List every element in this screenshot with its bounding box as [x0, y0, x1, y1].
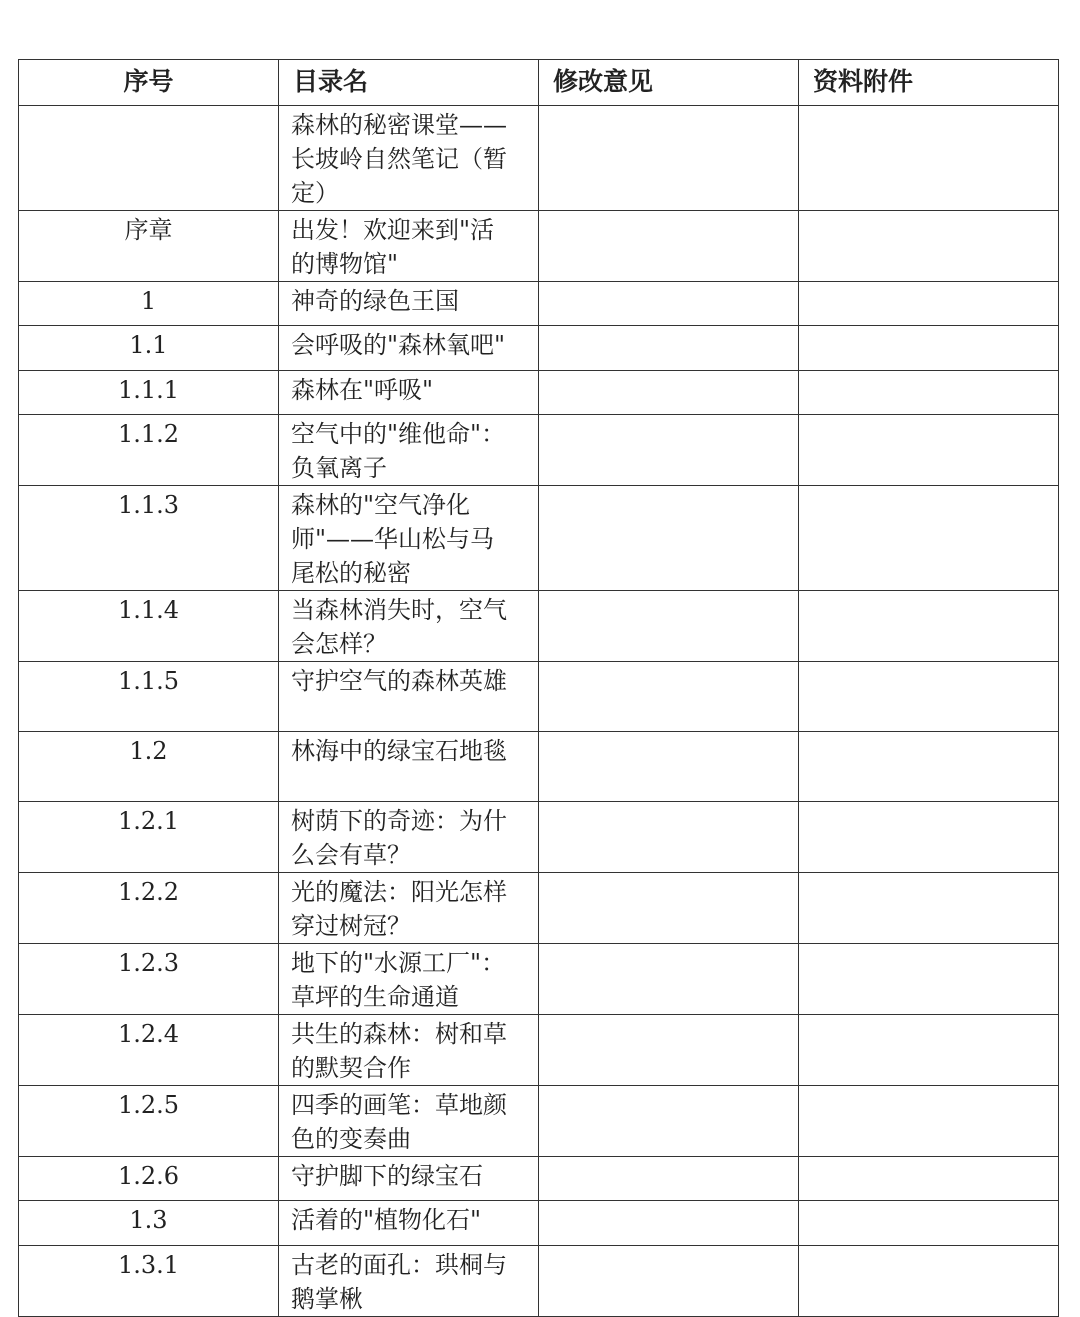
- row-name: 当森林消失时，空气会怎样？: [279, 591, 539, 662]
- row-name: 守护脚下的绿宝石: [279, 1157, 539, 1201]
- row-attachment[interactable]: [799, 944, 1059, 1015]
- row-number: 1.1.1: [19, 371, 279, 415]
- row-number: 1.1.5: [19, 662, 279, 732]
- row-name: 神奇的绿色王国: [279, 282, 539, 326]
- row-name: 森林的秘密课堂——长坡岭自然笔记（暂定）: [279, 106, 539, 211]
- table-row: [19, 326, 1059, 371]
- row-comment[interactable]: [539, 732, 799, 802]
- table-row: [19, 662, 1059, 732]
- row-comment[interactable]: [539, 282, 799, 326]
- row-comment[interactable]: [539, 106, 799, 211]
- row-number: 1.2.6: [19, 1157, 279, 1201]
- table-row: [19, 802, 1059, 873]
- row-comment[interactable]: [539, 1246, 799, 1317]
- row-number: 1.1.2: [19, 415, 279, 486]
- row-number: 1: [19, 282, 279, 326]
- header-row: [19, 60, 1059, 106]
- table-row: [19, 282, 1059, 326]
- row-number: 1.2.2: [19, 873, 279, 944]
- catalog-table: [18, 59, 1059, 1317]
- row-attachment[interactable]: [799, 282, 1059, 326]
- table-row: [19, 211, 1059, 282]
- row-name: 活着的"植物化石": [279, 1201, 539, 1246]
- row-number: 1.2.3: [19, 944, 279, 1015]
- table-row: [19, 1015, 1059, 1086]
- row-number: [19, 106, 279, 211]
- table-row: [19, 873, 1059, 944]
- row-number: 1.2: [19, 732, 279, 802]
- row-number: 1.3.1: [19, 1246, 279, 1317]
- row-attachment[interactable]: [799, 873, 1059, 944]
- row-attachment[interactable]: [799, 1201, 1059, 1246]
- row-attachment[interactable]: [799, 662, 1059, 732]
- row-attachment[interactable]: [799, 486, 1059, 591]
- header-number: 序号: [19, 60, 279, 106]
- row-attachment[interactable]: [799, 1246, 1059, 1317]
- table-row: [19, 1201, 1059, 1246]
- row-comment[interactable]: [539, 662, 799, 732]
- table-row: [19, 1157, 1059, 1201]
- row-comment[interactable]: [539, 371, 799, 415]
- row-number: 1.1.3: [19, 486, 279, 591]
- row-comment[interactable]: [539, 486, 799, 591]
- header-name: 目录名: [279, 60, 539, 106]
- row-number: 1.1.4: [19, 591, 279, 662]
- row-name: 树荫下的奇迹：为什么会有草？: [279, 802, 539, 873]
- row-comment[interactable]: [539, 326, 799, 371]
- row-number: 1.1: [19, 326, 279, 371]
- table-row: [19, 944, 1059, 1015]
- row-comment[interactable]: [539, 1086, 799, 1157]
- row-name: 林海中的绿宝石地毯: [279, 732, 539, 802]
- row-comment[interactable]: [539, 873, 799, 944]
- row-name: 森林在"呼吸": [279, 371, 539, 415]
- table-row: [19, 486, 1059, 591]
- row-attachment[interactable]: [799, 371, 1059, 415]
- row-name: 四季的画笔：草地颜色的变奏曲: [279, 1086, 539, 1157]
- row-attachment[interactable]: [799, 211, 1059, 282]
- row-name: 地下的"水源工厂"：草坪的生命通道: [279, 944, 539, 1015]
- table-row: [19, 732, 1059, 802]
- header-comment: 修改意见: [539, 60, 799, 106]
- row-comment[interactable]: [539, 944, 799, 1015]
- row-name: 共生的森林：树和草的默契合作: [279, 1015, 539, 1086]
- row-attachment[interactable]: [799, 415, 1059, 486]
- row-name: 出发！欢迎来到"活的博物馆": [279, 211, 539, 282]
- row-comment[interactable]: [539, 1201, 799, 1246]
- row-comment[interactable]: [539, 591, 799, 662]
- row-attachment[interactable]: [799, 326, 1059, 371]
- row-name: 会呼吸的"森林氧吧": [279, 326, 539, 371]
- row-attachment[interactable]: [799, 802, 1059, 873]
- row-number: 1.2.1: [19, 802, 279, 873]
- row-name: 古老的面孔：珙桐与鹅掌楸: [279, 1246, 539, 1317]
- row-comment[interactable]: [539, 415, 799, 486]
- row-number: 1.3: [19, 1201, 279, 1246]
- table-row: [19, 1246, 1059, 1317]
- row-name: 森林的"空气净化师"——华山松与马尾松的秘密: [279, 486, 539, 591]
- row-comment[interactable]: [539, 1015, 799, 1086]
- row-number: 序章: [19, 211, 279, 282]
- row-number: 1.2.4: [19, 1015, 279, 1086]
- table-row: [19, 591, 1059, 662]
- row-comment[interactable]: [539, 1157, 799, 1201]
- row-attachment[interactable]: [799, 591, 1059, 662]
- table-row: [19, 415, 1059, 486]
- header-attachment: 资料附件: [799, 60, 1059, 106]
- row-number: 1.2.5: [19, 1086, 279, 1157]
- row-attachment[interactable]: [799, 1015, 1059, 1086]
- row-comment[interactable]: [539, 211, 799, 282]
- row-attachment[interactable]: [799, 1157, 1059, 1201]
- table-row: [19, 1086, 1059, 1157]
- table-row: [19, 106, 1059, 211]
- row-name: 守护空气的森林英雄: [279, 662, 539, 732]
- table-row: [19, 371, 1059, 415]
- row-comment[interactable]: [539, 802, 799, 873]
- row-attachment[interactable]: [799, 106, 1059, 211]
- row-attachment[interactable]: [799, 732, 1059, 802]
- row-name: 空气中的"维他命"：负氧离子: [279, 415, 539, 486]
- row-name: 光的魔法：阳光怎样穿过树冠？: [279, 873, 539, 944]
- row-attachment[interactable]: [799, 1086, 1059, 1157]
